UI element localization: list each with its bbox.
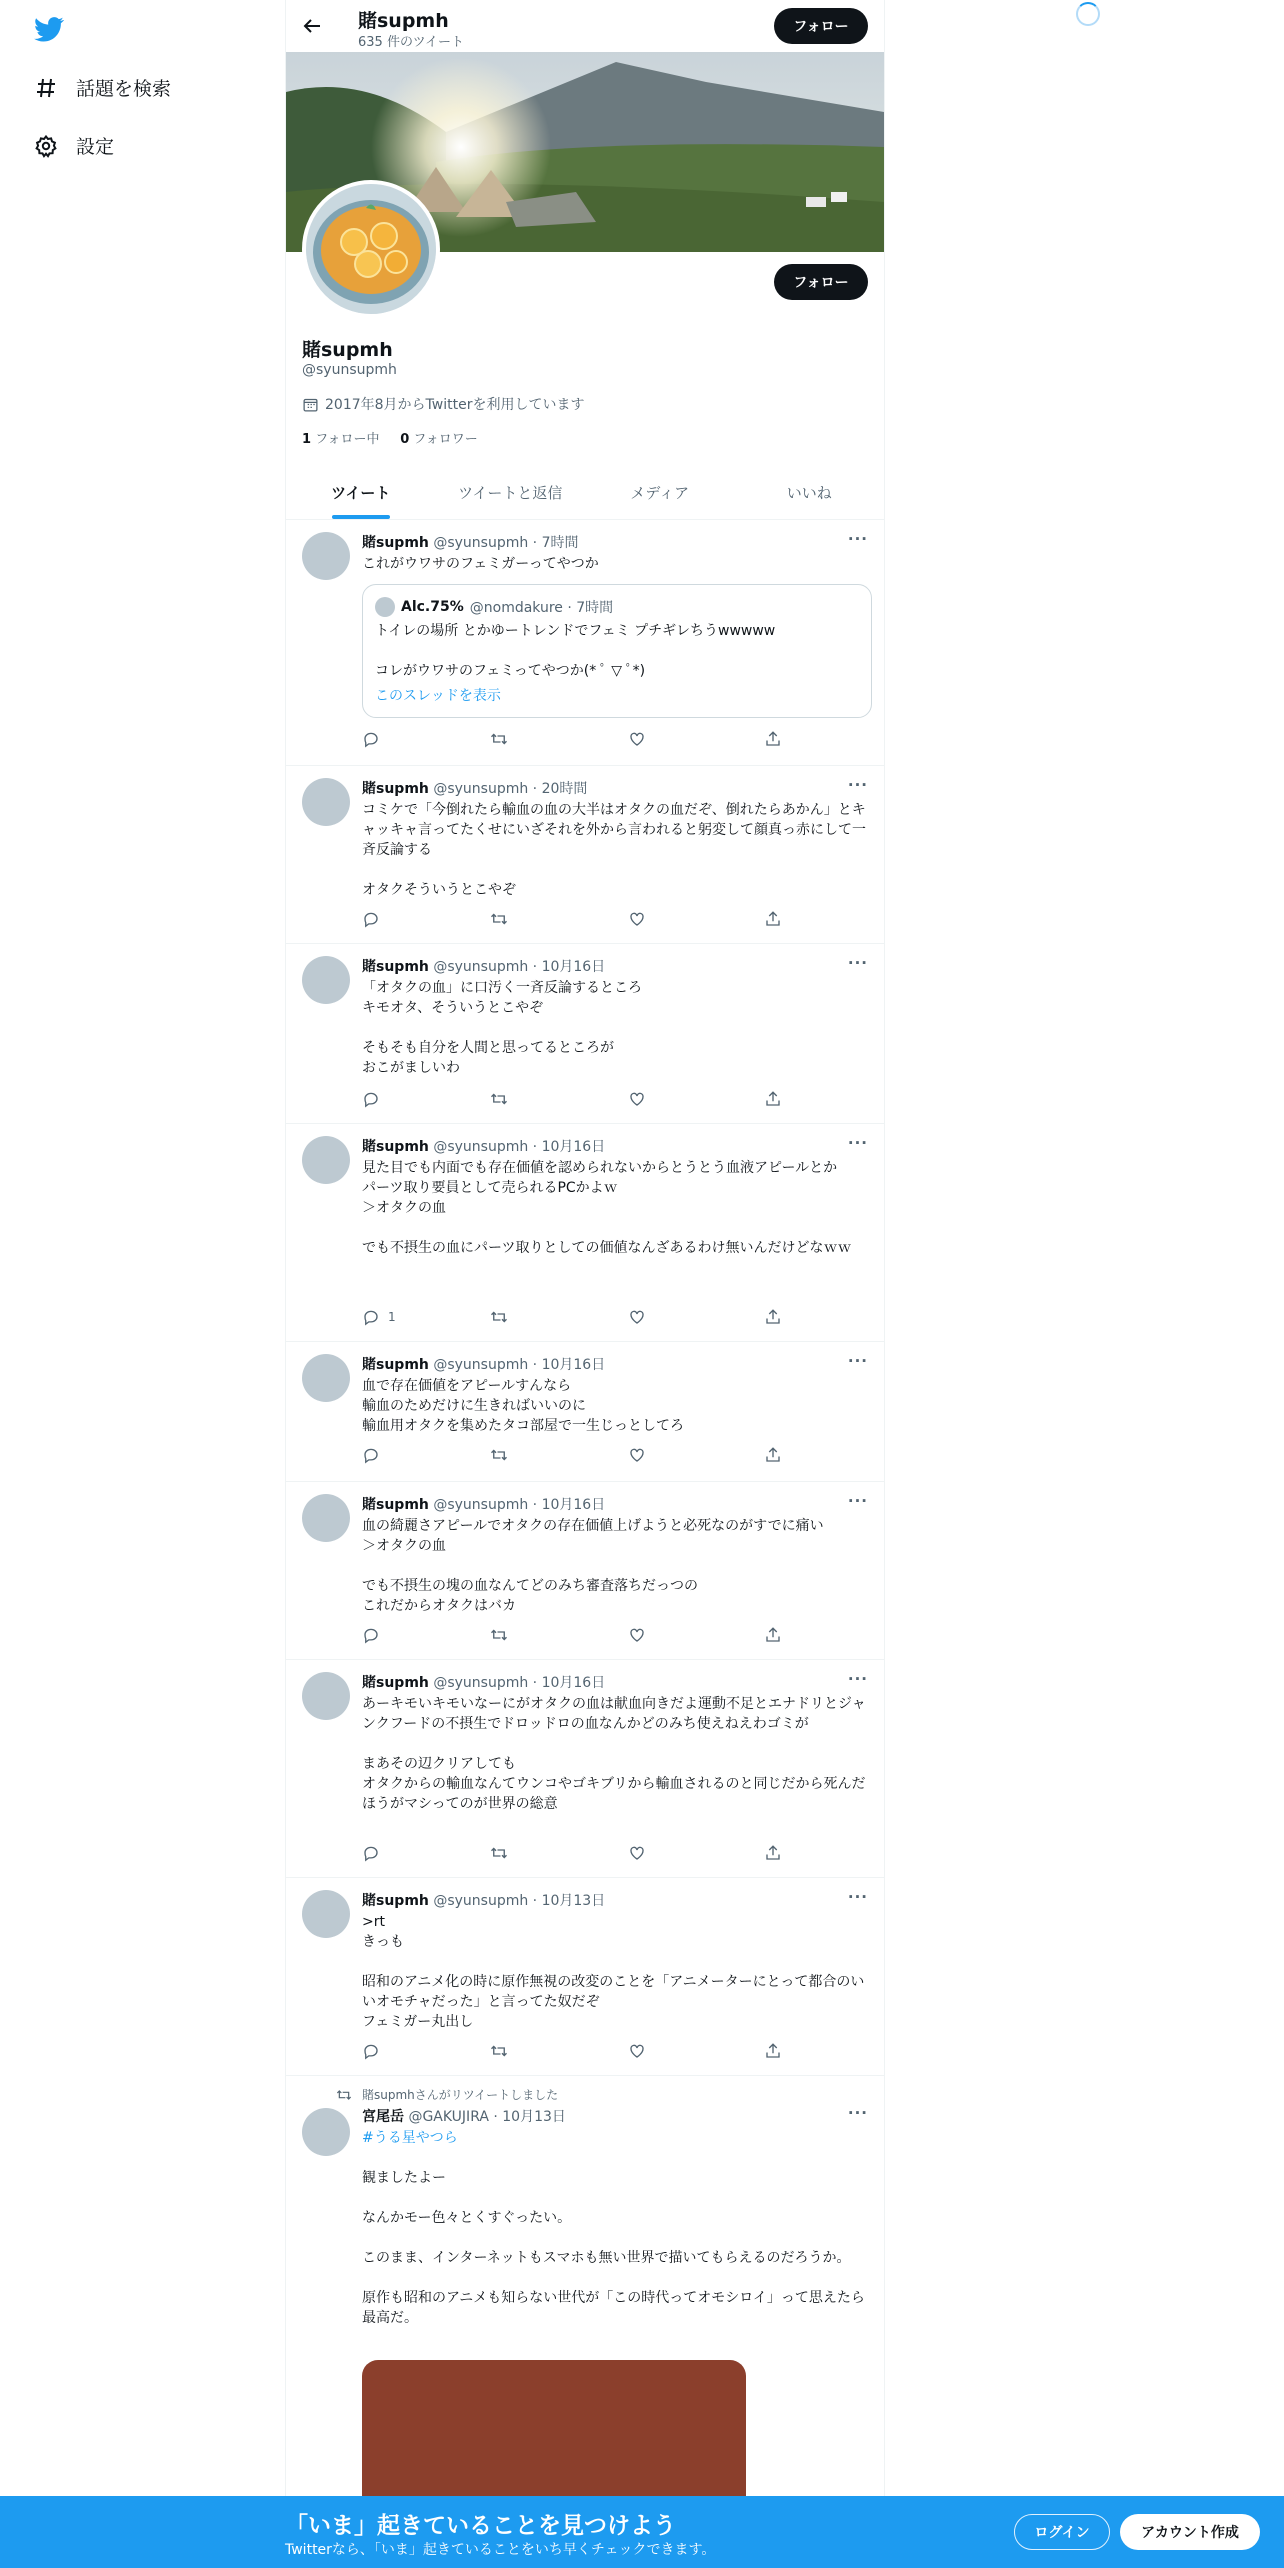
more-options-icon[interactable]: ··· bbox=[847, 1670, 868, 1688]
share-button[interactable] bbox=[764, 1446, 782, 1464]
more-options-icon[interactable]: ··· bbox=[847, 1492, 868, 1510]
tweet-meta: @syunsupmh · 7時間 bbox=[433, 535, 579, 551]
more-options-icon[interactable]: ··· bbox=[847, 530, 868, 548]
profile-joined bbox=[302, 394, 584, 414]
reply-icon bbox=[362, 1308, 380, 1326]
reply-button[interactable] bbox=[362, 730, 380, 748]
tweet-author-name[interactable]: 賭supmh bbox=[362, 781, 429, 797]
nav-settings-label: 設定 bbox=[76, 136, 115, 158]
tweet-author-name[interactable]: 賭supmh bbox=[362, 1139, 429, 1155]
tweet-item[interactable] bbox=[286, 520, 884, 766]
tweet-avatar[interactable] bbox=[302, 1354, 350, 1402]
tweet-meta: @syunsupmh · 10月16日 bbox=[433, 959, 606, 975]
main-column bbox=[285, 0, 885, 2568]
share-button[interactable] bbox=[764, 2042, 782, 2060]
tweet-meta: @syunsupmh · 10月16日 bbox=[433, 1139, 606, 1155]
reply-icon bbox=[362, 910, 380, 928]
quoted-tweet[interactable] bbox=[362, 584, 872, 718]
tweet-avatar[interactable] bbox=[302, 1136, 350, 1184]
more-options-icon[interactable]: ··· bbox=[847, 1888, 868, 1906]
reply-button[interactable] bbox=[362, 1090, 380, 1108]
tweet-actions bbox=[362, 1308, 802, 1328]
calendar-icon bbox=[302, 396, 319, 413]
retweeted-by-label: 賭supmhさんがリツイートしました bbox=[362, 2088, 559, 2102]
retweet-item[interactable] bbox=[286, 2076, 884, 2496]
reply-button[interactable] bbox=[362, 1626, 380, 1644]
tweet-meta: @syunsupmh · 20時間 bbox=[433, 781, 588, 797]
tweet-text: 血で存在価値をアピールすんなら 輸血のためだけに生きればいいのに 輸血用オタクを集めたタコ部屋で一生じっとしてろ bbox=[362, 1378, 684, 1434]
header-tweet-count: 635 件のツイート bbox=[358, 35, 465, 50]
tweet-author-name[interactable]: 賭supmh bbox=[362, 1357, 429, 1373]
profile-avatar[interactable] bbox=[302, 180, 440, 318]
reply-icon bbox=[362, 1446, 380, 1464]
follow-counts bbox=[302, 428, 478, 447]
tweet-author-name[interactable]: 宮尾岳 bbox=[362, 2109, 404, 2125]
reply-count: 1 bbox=[388, 1310, 396, 1324]
reply-icon bbox=[362, 2042, 380, 2060]
retweet-button[interactable] bbox=[490, 1844, 508, 1862]
login-button[interactable]: ログイン bbox=[1014, 2514, 1110, 2550]
reply-button[interactable] bbox=[362, 910, 380, 928]
like-button[interactable] bbox=[628, 730, 646, 748]
signup-button[interactable]: アカウント作成 bbox=[1120, 2514, 1260, 2550]
share-button[interactable] bbox=[764, 1308, 782, 1326]
back-arrow-icon[interactable] bbox=[300, 14, 324, 38]
tweet-avatar[interactable] bbox=[302, 532, 350, 580]
heart-icon bbox=[628, 1090, 646, 1108]
nav-explore[interactable] bbox=[34, 74, 171, 101]
like-button[interactable] bbox=[628, 910, 646, 928]
tweet-item[interactable] bbox=[286, 944, 884, 1124]
tweet-text: これがウワサのフェミガーってやつか bbox=[362, 556, 599, 572]
header-name: 賭supmh bbox=[358, 10, 449, 32]
reply-icon bbox=[362, 1090, 380, 1108]
share-button[interactable] bbox=[764, 1626, 782, 1644]
gear-icon bbox=[34, 134, 58, 158]
tweet-header bbox=[362, 1890, 605, 1910]
tweet-avatar[interactable] bbox=[302, 1494, 350, 1542]
tweet-avatar[interactable] bbox=[302, 2108, 350, 2156]
more-options-icon[interactable]: ··· bbox=[847, 776, 868, 794]
show-thread-link[interactable]: このスレッドを表示 bbox=[375, 688, 501, 704]
joined-text: 2017年8月からTwitterを利用しています bbox=[325, 397, 585, 413]
retweet-icon bbox=[490, 1844, 508, 1862]
like-button[interactable] bbox=[628, 1626, 646, 1644]
tweet-actions bbox=[362, 1090, 802, 1110]
retweet-button[interactable] bbox=[490, 1446, 508, 1464]
retweet-button[interactable] bbox=[490, 2042, 508, 2060]
tweet-author-name[interactable]: 賭supmh bbox=[362, 1497, 429, 1513]
tab-tweets[interactable]: ツイート bbox=[286, 466, 436, 519]
tweet-header bbox=[362, 1494, 605, 1514]
share-icon bbox=[764, 1090, 782, 1108]
share-button[interactable] bbox=[764, 910, 782, 928]
tweet-actions bbox=[362, 910, 802, 930]
tweet-item[interactable] bbox=[286, 1482, 884, 1660]
reply-icon bbox=[362, 1626, 380, 1644]
tweet-text: あーキモいキモいなーにがオタクの血は献血向きだよ運動不足とエナドリとジャンクフードの不摂生でドロッドロの血なんかどのみち使えねえわゴミが まあその辺クリアしても オタクからの輸血なんてウンコやゴキブリから輸血されるのと同じだから死んだほうがマシってのが世界の総意 bbox=[362, 1696, 866, 1812]
share-icon bbox=[764, 1446, 782, 1464]
share-icon bbox=[764, 1626, 782, 1644]
tweet-header bbox=[362, 1672, 605, 1692]
retweet-button[interactable] bbox=[490, 910, 508, 928]
followers-label: フォロワー bbox=[413, 432, 478, 447]
heart-icon bbox=[628, 2042, 646, 2060]
profile-header-bar bbox=[286, 0, 884, 52]
tweet-avatar[interactable] bbox=[302, 1672, 350, 1720]
header-follow-button[interactable]: フォロー bbox=[774, 8, 868, 44]
tweet-author-name[interactable]: 賭supmh bbox=[362, 1893, 429, 1909]
tweet-avatar[interactable] bbox=[302, 1890, 350, 1938]
reply-icon bbox=[362, 730, 380, 748]
tweet-actions bbox=[362, 730, 802, 750]
tweet-actions bbox=[362, 2042, 802, 2062]
tweet-text: >rt きっも 昭和のアニメ化の時に原作無視の改変のことを「アニメーターにとって都合のいいオモチャだった」と言ってた奴だぞ フェミガー丸出し bbox=[362, 1914, 865, 2030]
tweet-text: 「オタクの血」に口汚く一斉反論するところ キモオタ、そういうとこやぞ そもそも自分を人間と思ってるところが おこがましいわ bbox=[362, 980, 642, 1076]
reply-button[interactable] bbox=[362, 2042, 380, 2060]
tweet-text: 血の綺麗さアピールでオタクの存在価値上げようと必死なのがすでに痛い ＞オタクの血 でも不摂生の塊の血なんてどのみち審査落ちだっつの これだからオタクはバカ bbox=[362, 1518, 824, 1614]
tweet-avatar[interactable] bbox=[302, 778, 350, 826]
tweet-item[interactable] bbox=[286, 1660, 884, 1878]
retweet-icon bbox=[490, 1308, 508, 1326]
tweet-item[interactable] bbox=[286, 1878, 884, 2076]
tweet-author-name[interactable]: 賭supmh bbox=[362, 959, 429, 975]
hashtag-link[interactable]: #うる星やつら bbox=[362, 2130, 458, 2146]
reply-button[interactable] bbox=[362, 1844, 380, 1862]
retweet-button[interactable] bbox=[490, 1308, 508, 1326]
retweet-icon bbox=[490, 910, 508, 928]
following-link[interactable] bbox=[302, 432, 380, 447]
share-icon bbox=[764, 1844, 782, 1862]
tweet-actions bbox=[362, 1844, 802, 1864]
tweet-text: コミケで「今倒れたら輸血の血の大半はオタクの血だぞ、倒れたらあかん」とキャッキャ言ってたくせにいざそれを外から言われると躬変して顔真っ赤にして一斉反論する オタクそういうとこやぞ bbox=[362, 802, 866, 898]
tweet-item[interactable] bbox=[286, 766, 884, 944]
retweet-icon bbox=[336, 2087, 352, 2103]
more-options-icon[interactable]: ··· bbox=[847, 1134, 868, 1152]
signup-banner-title: 「いま」起きていることを見つけよう bbox=[285, 2513, 676, 2539]
more-options-icon[interactable]: ··· bbox=[847, 954, 868, 972]
following-label: フォロー中 bbox=[315, 432, 380, 447]
heart-icon bbox=[628, 1308, 646, 1326]
reply-button[interactable] bbox=[362, 1308, 396, 1326]
tab-media[interactable]: メディア bbox=[630, 484, 690, 502]
share-icon bbox=[764, 2042, 782, 2060]
retweet-icon bbox=[490, 1626, 508, 1644]
tweet-meta: @GAKUJIRA · 10月13日 bbox=[408, 2109, 566, 2125]
tweet-text: 観ましたよー なんかモー色々とくすぐったい。 このまま、インターネットもスマホも無い世界で描いてもらえるのだろうか。 原作も昭和のアニメも知らない世代が「この時代ってオモシロイ」って思えたら最高だ。 bbox=[362, 2170, 865, 2326]
share-button[interactable] bbox=[764, 1844, 782, 1862]
like-button[interactable] bbox=[628, 1844, 646, 1862]
retweeted-by-line bbox=[336, 2086, 558, 2103]
hashtag-icon bbox=[34, 76, 58, 100]
tweet-author-name[interactable]: 賭supmh bbox=[362, 1675, 429, 1691]
tweet-author-name[interactable]: 賭supmh bbox=[362, 535, 429, 551]
heart-icon bbox=[628, 1844, 646, 1862]
reply-icon bbox=[362, 1844, 380, 1862]
tweet-actions bbox=[362, 1446, 802, 1466]
heart-icon bbox=[628, 910, 646, 928]
tab-tweets-and-replies[interactable]: ツイートと返信 bbox=[458, 484, 563, 502]
quoted-tweet-meta: @nomdakure · 7時間 bbox=[469, 600, 614, 616]
reply-button[interactable] bbox=[362, 1446, 380, 1464]
nav-explore-label: 話題を検索 bbox=[76, 78, 172, 100]
tweet-meta: @syunsupmh · 10月13日 bbox=[433, 1893, 606, 1909]
retweet-button[interactable] bbox=[490, 730, 508, 748]
retweet-icon bbox=[490, 1446, 508, 1464]
heart-icon bbox=[628, 1626, 646, 1644]
tweet-text: 見た目でも内面でも存在価値を認められないからとうとう血液アピールとか パーツ取り要員として売られるPCかよｗ ＞オタクの血 でも不摂生の血にパーツ取りとしての価値なんざあるわけ無いんだけどなｗｗ bbox=[362, 1160, 852, 1256]
followers-count: 0 bbox=[400, 432, 410, 447]
tweet-meta: @syunsupmh · 10月16日 bbox=[433, 1357, 606, 1373]
following-count: 1 bbox=[302, 432, 312, 447]
more-options-icon[interactable]: ··· bbox=[847, 1352, 868, 1370]
share-icon bbox=[764, 1308, 782, 1326]
tweet-header bbox=[362, 1136, 605, 1156]
heart-icon bbox=[628, 730, 646, 748]
share-button[interactable] bbox=[764, 1090, 782, 1108]
twitter-logo-icon[interactable] bbox=[34, 14, 64, 44]
tweet-header bbox=[362, 956, 605, 976]
quoted-tweet-header bbox=[375, 597, 613, 617]
retweet-icon bbox=[490, 2042, 508, 2060]
tweet-avatar[interactable] bbox=[302, 956, 350, 1004]
retweet-button[interactable] bbox=[490, 1090, 508, 1108]
profile-tabs bbox=[286, 466, 884, 520]
share-icon bbox=[764, 910, 782, 928]
tweet-header bbox=[362, 1354, 605, 1374]
tweet-item[interactable] bbox=[286, 1124, 884, 1342]
like-button[interactable] bbox=[628, 1308, 646, 1326]
more-options-icon[interactable]: ··· bbox=[847, 2104, 868, 2122]
tweet-header bbox=[362, 2106, 566, 2126]
like-button[interactable] bbox=[628, 1090, 646, 1108]
profile-follow-button[interactable]: フォロー bbox=[774, 264, 868, 300]
loading-spinner-icon bbox=[1076, 2, 1100, 26]
like-button[interactable] bbox=[628, 1446, 646, 1464]
tweet-meta: @syunsupmh · 10月16日 bbox=[433, 1497, 606, 1513]
followers-link[interactable] bbox=[400, 432, 478, 447]
tweet-header bbox=[362, 532, 579, 552]
tweet-item[interactable] bbox=[286, 1342, 884, 1482]
like-button[interactable] bbox=[628, 2042, 646, 2060]
tab-likes[interactable]: いいね bbox=[786, 484, 832, 502]
retweet-icon bbox=[490, 1090, 508, 1108]
tweet-actions bbox=[362, 1626, 802, 1646]
heart-icon bbox=[628, 1446, 646, 1464]
profile-handle: @syunsupmh bbox=[302, 362, 397, 378]
share-icon bbox=[764, 730, 782, 748]
signup-banner-subtitle: Twitterなら、「いま」起きていることをいち早くチェックできます。 bbox=[285, 2542, 716, 2558]
quoted-tweet-text: トイレの場所 とかゆートレンドでフェミ プチギレちうwwwww コレがウワサのフェミってやつか(* ﾟ ▽ ﾟ*) bbox=[375, 623, 776, 679]
quoted-tweet-author: Alc.75% bbox=[401, 599, 464, 615]
tweet-meta: @syunsupmh · 10月16日 bbox=[433, 1675, 606, 1691]
quoted-tweet-avatar bbox=[375, 597, 395, 617]
profile-name: 賭supmh bbox=[302, 339, 393, 361]
tweet-header bbox=[362, 778, 587, 798]
retweet-icon bbox=[490, 730, 508, 748]
share-button[interactable] bbox=[764, 730, 782, 748]
nav-settings[interactable] bbox=[34, 132, 114, 159]
signup-banner bbox=[0, 2496, 1284, 2568]
retweet-button[interactable] bbox=[490, 1626, 508, 1644]
